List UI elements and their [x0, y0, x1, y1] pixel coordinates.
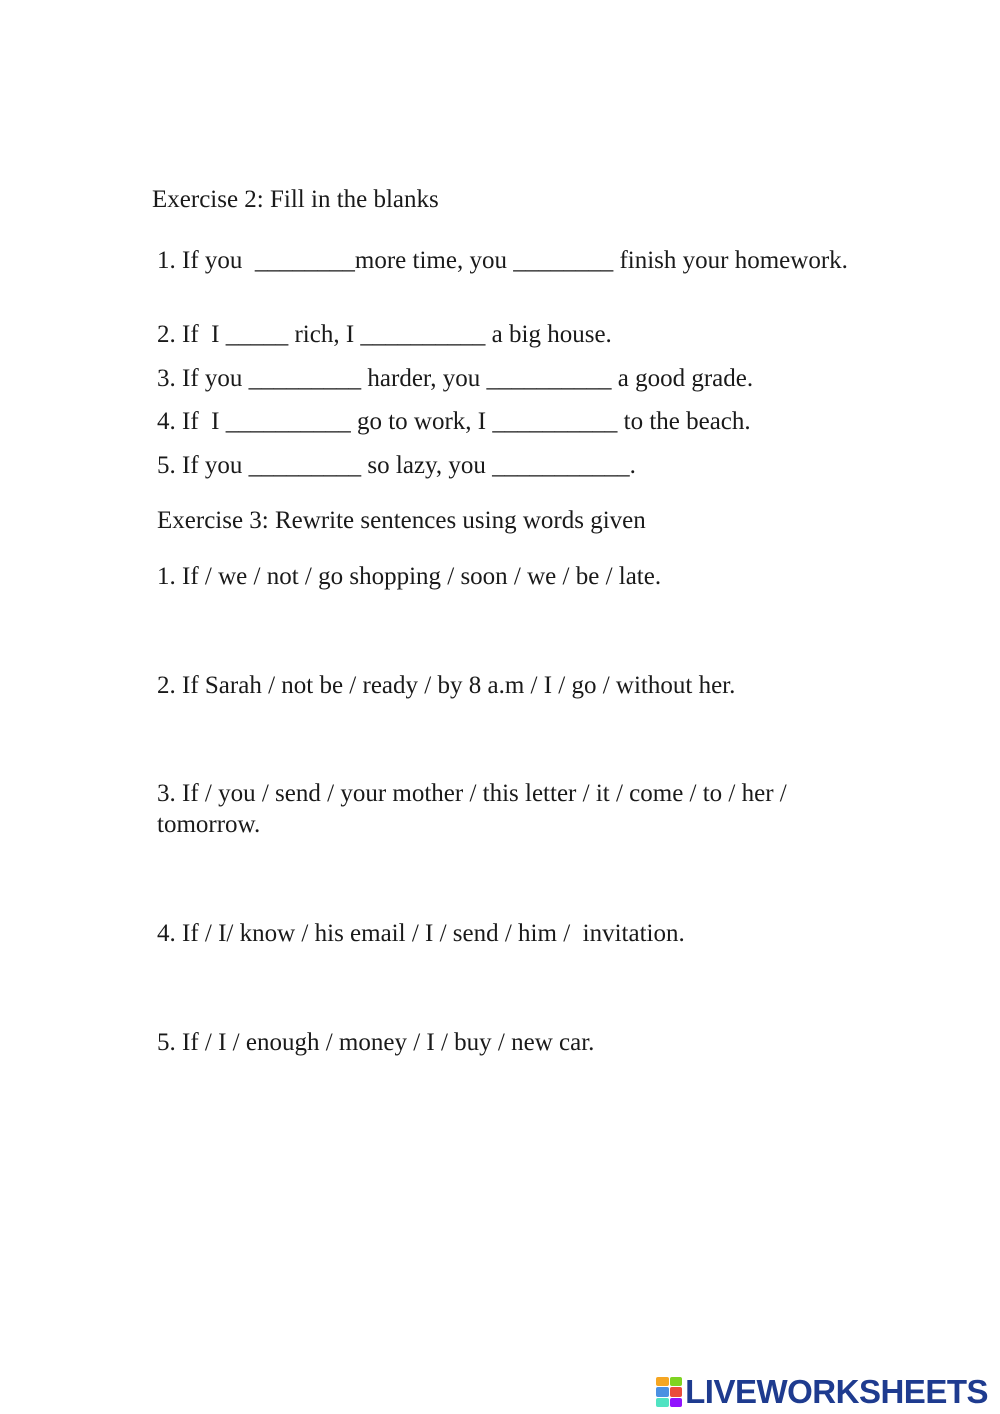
exercise3-item-2: 2. If Sarah / not be / ready / by 8 a.m / I / go / without her.: [157, 672, 736, 699]
exercise3-item-1: 1. If / we / not / go shopping / soon / we / be / late.: [157, 563, 662, 590]
exercise2-item-3: 3. If you _________ harder, you __________ a good grade.: [157, 365, 754, 392]
exercise2-title: Exercise 2: Fill in the blanks: [152, 186, 439, 213]
brand-name: LIVEWORKSHEETS: [685, 1373, 988, 1410]
exercise3-item-4: 4. If / I/ know / his email / I / send / him / invitation.: [157, 920, 685, 947]
exercise3-item-5: 5. If / I / enough / money / I / buy / new car.: [157, 1029, 595, 1056]
exercise2-item-4: 4. If I __________ go to work, I __________ to the beach.: [157, 408, 751, 435]
exercise2-item-5: 5. If you _________ so lazy, you ___________.: [157, 452, 636, 479]
liveworksheets-logo-icon: [656, 1377, 682, 1407]
liveworksheets-logo[interactable]: [656, 1374, 988, 1410]
exercise3-item-3: 3. If / you / send / your mother / this letter / it / come / to / her / tomorrow.: [157, 780, 793, 838]
exercise2-item-1: 1. If you ________more time, you ________ finish your homework.: [157, 247, 848, 274]
exercise3-title: Exercise 3: Rewrite sentences using words given: [157, 507, 646, 534]
exercise2-item-2: 2. If I _____ rich, I __________ a big house.: [157, 321, 612, 348]
